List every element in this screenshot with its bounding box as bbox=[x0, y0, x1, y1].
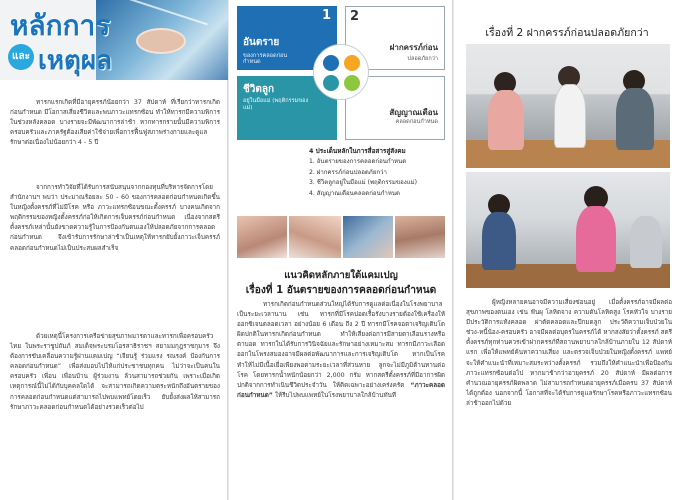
photo-detail bbox=[576, 206, 616, 272]
principles-paragraph-1: ทารกแรกเกิดที่มีอายุครรภ์น้อยกว่า 37 สัปดาห์ ที่เรียกว่าทารกเกิดก่อนกำหนด มีโอกาสเสี่ยงชีวิตและพบภาวะแทรกซ้อน ทำให้ทารกมีความพิการในช่วงหลังคลอด บางรายจะมีพัฒนาการล่าช้า หากทารกรายนั้นมีความพิการ ครอบครัวและภาครัฐต้องเสียค่าใช้จ่ายเพื่อการฟื้นฟูสภาพร่างกายและดูแลรักษาต่อเนื่องไม่น้อยกว่า 4 - 5 ปี bbox=[10, 99, 220, 147]
clinic-photo-1 bbox=[466, 44, 670, 168]
photo-detail bbox=[616, 88, 654, 150]
photo-detail bbox=[482, 212, 516, 270]
list-item: 2. ฝากครรภ์ก่อนปลอดภัยกว่า bbox=[309, 168, 387, 176]
issues-list bbox=[309, 157, 417, 199]
list-item: 1. อันตรายของการคลอดก่อนกำหนด bbox=[309, 158, 407, 165]
campaign-concept-heading: แนวคิดหลักภายใต้แคมเปญ bbox=[284, 270, 398, 281]
header-baby-photo bbox=[96, 0, 228, 80]
issue-number: 2 bbox=[350, 9, 360, 24]
issue-subtitle: อยู่ในมือแม่ (พฤติกรรมของแม่) bbox=[243, 98, 309, 111]
topic-1-text-end: ให้รีบไปพบแพทย์ในโรงพยาบาลใกล้บ้านทันที bbox=[272, 391, 397, 399]
baby-photo bbox=[237, 216, 287, 258]
column-topic-2 bbox=[454, 0, 680, 500]
issue-title: ชีวิตลูก bbox=[243, 84, 275, 95]
header-title-line1: หลักการ bbox=[10, 9, 111, 42]
issue-number: 1 bbox=[321, 8, 331, 23]
column-principles bbox=[0, 0, 228, 500]
baby-photo bbox=[289, 216, 341, 258]
logo-dot bbox=[344, 75, 360, 91]
photo-detail bbox=[136, 28, 186, 54]
issue-title: สัญญาณเตือน bbox=[389, 108, 438, 117]
baby-photo bbox=[395, 216, 445, 258]
topic-1-emphasis: “ภาวะคลอดก่อนกำหนด” bbox=[237, 381, 445, 399]
baby-photo-strip bbox=[237, 216, 445, 258]
issue-subtitle: ของการคลอดก่อนกำหนด bbox=[243, 52, 288, 66]
topic-1-text: ทารกเกิดก่อนกำหนดส่วนใหญ่ได้รับการดูแลต่อเนื่องในโรงพยาบาลเป็นระยะเวลานาน เช่น ทารกที่มีโรคปอดเรื้อรังบางรายต้องใช้เครื่องให้ออกซิเจนตลอดเวลา อย่างน้อย 6 เดือน ถึง 2 ปี ทารกมีโรคจอตาเจริญเติบโตผิดปกติในทารกเกิดก่อนกำหนด ทำให้เสี่ยงต่อการมีสายตาเลือนรางหรือตาบอด ทารกในได้รับการวินิจฉัยและรักษาอย่างเหมาะสม ทารกมีภาวะเลือดออกในโพรงสมองอาจมีผลต่อพัฒนาการและการเจริญเติบโต หากเป็นโรคทำให้ไม่มีเนื้อเยื่อเพียงพอตามระยะเวลาที่ส่วนหาย ลูกจะไม่มีภูมิต้านทานต่อโรค โดยทารกน้ำหนักน้อยกว่า 2,000 กรัม หากสตรีตั้งครรภ์ที่มีอาการผิดปกติจากการทำเนินชีวิตประจำวัน ให้ติดเฉพาะอย่างเคร่งครัด bbox=[237, 301, 445, 389]
topic-1-paragraph bbox=[237, 300, 445, 401]
issue-subtitle: คลอดก่อนกำหนด bbox=[395, 119, 438, 125]
photo-detail bbox=[630, 216, 662, 268]
logo-dot bbox=[323, 75, 339, 91]
photo-detail bbox=[112, 0, 208, 25]
list-item: 3. ชีวิตลูกอยู่ในมือแม่ (พฤติกรรมของแม่) bbox=[309, 179, 418, 187]
logo-dot bbox=[344, 55, 360, 71]
topic-2-heading: เรื่องที่ 2 ฝากครรภ์ก่อนปลอดภัยกว่า bbox=[485, 27, 649, 39]
principles-header bbox=[0, 0, 228, 80]
campaign-logo-icon bbox=[313, 44, 369, 100]
header-and-badge: และ bbox=[8, 44, 34, 70]
issue-title: ฝากครรภ์ก่อน bbox=[389, 43, 438, 52]
issue-title: อันตราย bbox=[243, 37, 280, 48]
photo-detail bbox=[554, 84, 586, 148]
logo-dot bbox=[323, 55, 339, 71]
list-item: 4. สัญญาณเตือนคลอดก่อนกำหนด bbox=[309, 189, 400, 197]
column-campaign bbox=[229, 0, 453, 500]
clinic-photo-2 bbox=[466, 172, 670, 288]
header-title-line2: เหตุผล bbox=[38, 46, 113, 76]
four-issues-graphic bbox=[237, 6, 445, 140]
issue-subtitle: ปลอดภัยกว่า bbox=[407, 56, 438, 63]
photo-detail bbox=[488, 90, 524, 150]
topic-1-heading: เรื่องที่ 1 อันตรายของการคลอดก่อนกำหนด bbox=[245, 285, 437, 296]
principles-paragraph-2: จากการทำวิจัยที่ได้รับการสนับสนุนจากกองทุนที่บริหารจัดการโดยสำนักงานฯ พบว่า ประมาณร้อยละ 50 - 60 ของการคลอดก่อนกำหนดเกิดขึ้นในหญิงตั้งครรภ์ที่ไม่มีโรค หรือ ภาวะแทรกซ้อนขณะตั้งครรภ์ บางคนเกิดจากพฤติกรรมของหญิงตั้งครรภ์ก่อให้เกิดการเจ็บครรภ์ก่อนกำหนด เนื่องจากสตรีตั้งครรภ์เหล่านั้นยังขาดความรู้ในการป้องกันตนเองให้ปลอดภัยจากการคลอดก่อนกำหนด จึงเข้ารับการรักษาล่าช้าเป็นเหตุให้ทารกยับยั้งภาวะเจ็บครรภ์คลอดก่อนกำหนดไม่เป็นประสบผลสำเร็จ bbox=[10, 184, 220, 252]
baby-photo bbox=[343, 216, 393, 258]
issues-list-title: 4 ประเด็นหลักในการสื่อสารสู่สังคม bbox=[309, 147, 406, 155]
principles-paragraph-3: ด้วยเหตุนี้โครงการเครือข่ายสุขภาพมารดาและทารกเพื่อครอบครัวไทย ในพระราชูปถัมภ์ สมเด็จพระบรมโอรสาธิราชฯ สยามมกุฎราชกุมาร จึงต้องการขับเคลื่อนความรู้ผ่านแคมเปญ “เจียนรู้ ร่วมแรง รณรงค์ ป้องกันการคลอดก่อนกำหนด” เพื่อส่งมอบไปให้แก่ประชาชนทุกคน ไม่ว่าจะเป็นคนในครอบครัว เพื่อน เพื่อนบ้าน ผู้ร่วมงาน ล้วนสามารถช่วยกัน เพราะเมื่อเกิดเหตุการณ์นี้ไม่ได้กับบุคคลใดได้ จะสามารถเกิดความตระหนักถึงอันตรายของการคลอดก่อนกำหนดแต่สามารถไปพบแพทย์โดยเร็ว ยับยั้งส่งผลให้สามารถรักษาภาวะคลอดก่อนกำหนดได้อย่างรวดเร็วต่อไป bbox=[10, 333, 220, 411]
topic-2-paragraph: ผู้หญิงหลายคนอาจมีความเสี่ยงซ่อนอยู่ เมื่อตั้งครรภ์อาจมีผลต่อสุขภาพของตนเอง เช่น ฟันผุ โลหิตจาง ความดันโลหิตสูง โรคหัวใจ บางรายมีประวัติการแท้งคลอด ผ่าตัดคลอดและปีกมดลูก ประวัติความเจ็บป่วยในช่วง-หนี้น้อง-ครอบครัว อาจมีผลต่อบุตรในครรภ์ได้ หากสงสัยว่าตั้งครรภ์ สตรีตั้งครรภ์ทุกท่านควรเข้าฝากครรภ์ที่สถานพยาบาลใกล้บ้านภายใน 12 สัปดาห์แรก เพื่อให้แพทย์ค้นหาความเสี่ยง และตรวจเจ็บป่วยในหญิงตั้งครรภ์ แพทย์จะให้คำแนะนำที่เหมาะสมระหว่างตั้งครรภ์ รวมถึงให้คำแนะนำเพื่อป้องกันภาวะแทรกซ้อนต่อไป หากมาช้ากว่าอายุครรภ์ 20 สัปดาห์ มีผลต่อการคำนวณอายุครรภ์ผิดพลาด ไม่สามารถกำหนดอายุครรภ์เมื่อครบ 37 สัปดาห์ ได้ถูกต้อง นอกจากนี้ โอกาสที่จะได้รับการดูแลรักษาโรคหรือภาวะแทรกซ้อนล่าช้าออกไปด้วย bbox=[466, 299, 672, 407]
